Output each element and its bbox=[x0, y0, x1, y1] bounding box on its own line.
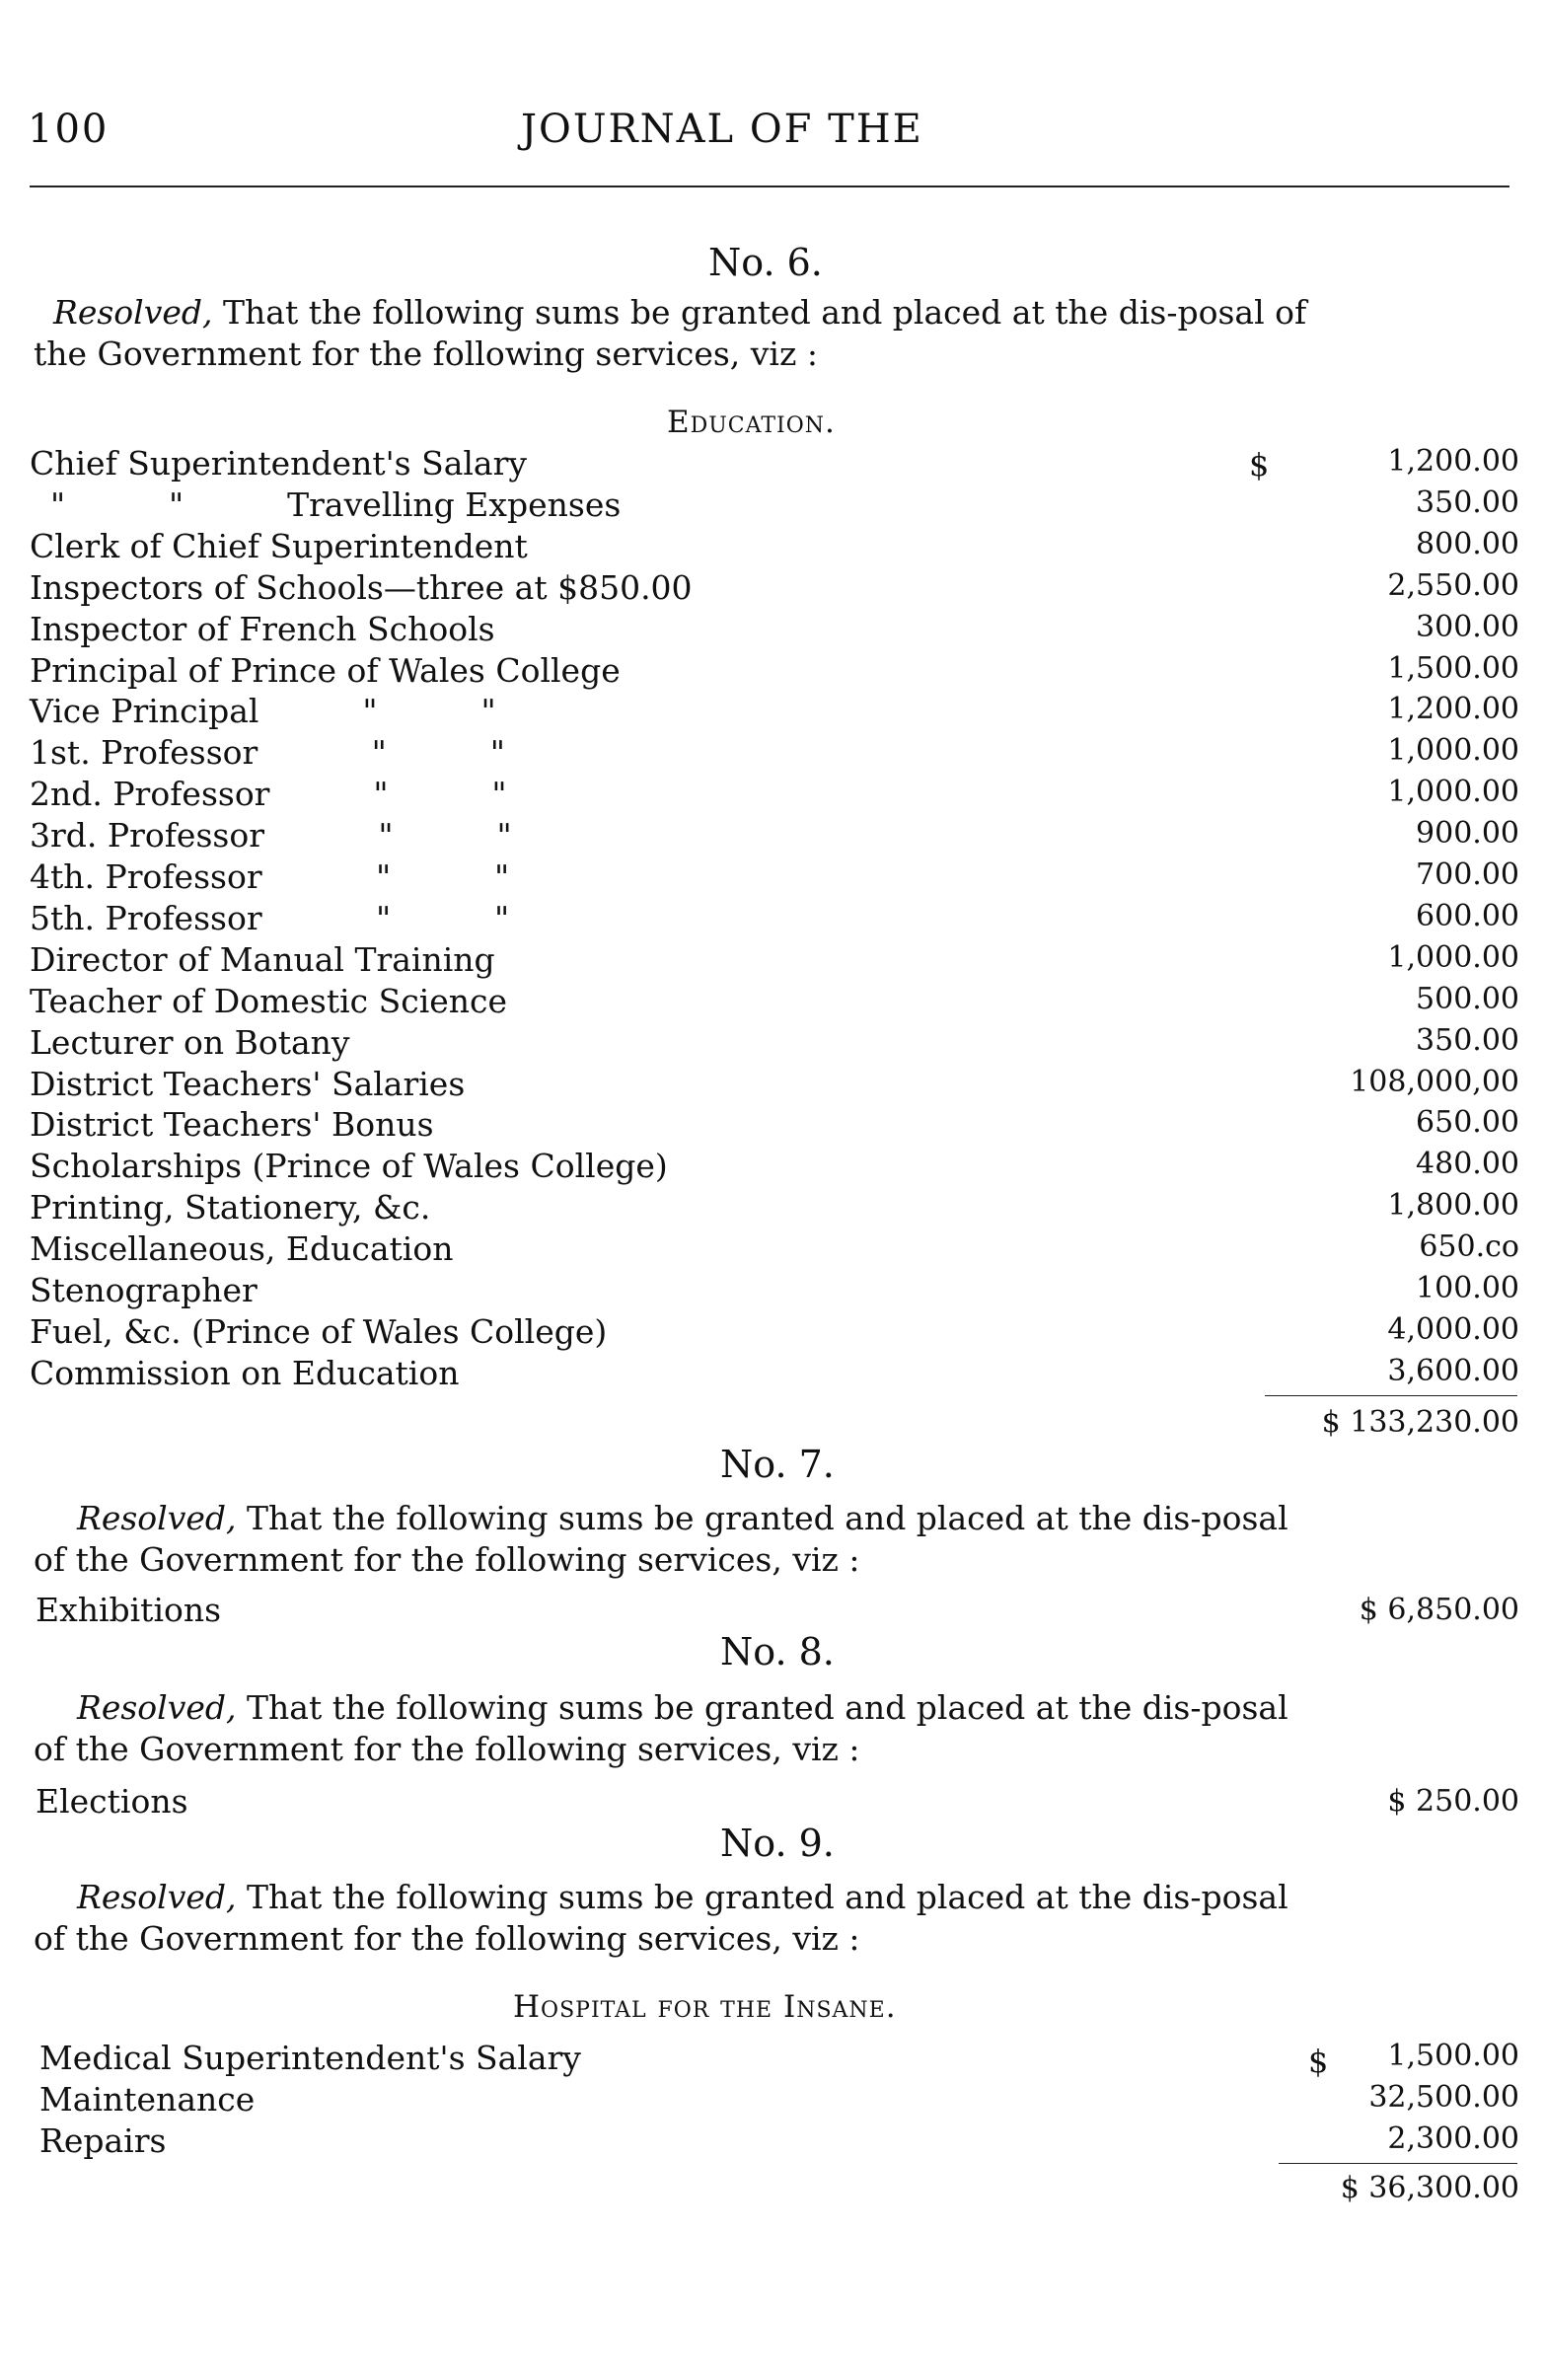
resolution-body: That the following sums be granted and placed at the dis-posal of the Government for the following services, viz : bbox=[34, 1688, 1288, 1768]
table-row bbox=[30, 444, 1519, 485]
total-no9: $ 36,300.00 bbox=[1340, 2171, 1519, 2205]
resolution-body: That the following sums be granted and placed at the dis-posal of the Government for the following services, viz : bbox=[34, 1878, 1288, 1958]
table-row bbox=[30, 568, 1519, 610]
amount-exhibitions: $ 6,850.00 bbox=[1359, 1593, 1519, 1627]
table-row bbox=[39, 2080, 1519, 2121]
item-amount: 108,000,00 bbox=[1350, 1064, 1519, 1099]
resolution-body: That the following sums be granted and placed at the dis-posal of the Government for the following services, viz : bbox=[34, 293, 1307, 373]
item-label: Inspectors of Schools—three at $850.00 bbox=[30, 567, 693, 607]
item-amount: 900.00 bbox=[1416, 816, 1519, 852]
table-row bbox=[30, 1065, 1519, 1106]
table-row bbox=[30, 775, 1519, 816]
table-row bbox=[30, 651, 1519, 693]
resolution-no7 bbox=[34, 1498, 1316, 1581]
item-label: 1st. Professor " " bbox=[30, 733, 505, 773]
table-row bbox=[39, 2121, 1519, 2163]
table-row bbox=[30, 733, 1519, 775]
item-label: 3rd. Professor " " bbox=[30, 816, 512, 855]
total-rule-no6 bbox=[1265, 1395, 1517, 1396]
item-amount: 100.00 bbox=[1416, 1271, 1519, 1305]
item-label: Clerk of Chief Superintendent bbox=[30, 526, 528, 565]
header-rule bbox=[30, 186, 1509, 187]
table-row bbox=[30, 1147, 1519, 1188]
item-label: Vice Principal " " bbox=[30, 692, 496, 731]
item-label: Lecturer on Botany bbox=[30, 1022, 350, 1062]
table-row bbox=[30, 1229, 1519, 1271]
section-heading-no8: No. 8. bbox=[720, 1630, 835, 1673]
item-label: Scholarships (Prince of Wales College) bbox=[30, 1147, 668, 1186]
table-row bbox=[30, 982, 1519, 1023]
item-amount: 650.00 bbox=[1416, 1105, 1519, 1141]
table-row bbox=[30, 899, 1519, 940]
item-label: Teacher of Domestic Science bbox=[30, 981, 508, 1020]
item-amount: 1,200.00 bbox=[1387, 444, 1519, 479]
item-amount: 1,000.00 bbox=[1387, 733, 1519, 769]
table-row bbox=[30, 1271, 1519, 1312]
resolved-label: Resolved, bbox=[77, 1688, 237, 1727]
item-label: Stenographer bbox=[30, 1271, 258, 1309]
item-amount: 2,550.00 bbox=[1387, 567, 1519, 603]
table-row bbox=[30, 816, 1519, 857]
currency-symbol-no9: $ bbox=[1308, 2043, 1329, 2080]
table-row bbox=[30, 527, 1519, 568]
resolution-no6 bbox=[34, 292, 1316, 375]
item-label: Inspector of French Schools bbox=[30, 609, 495, 648]
item-label: 4th. Professor " " bbox=[30, 857, 510, 896]
item-label: Fuel, &c. (Prince of Wales College) bbox=[30, 1311, 608, 1351]
total-no6: $ 133,230.00 bbox=[1321, 1405, 1519, 1440]
item-label: Medical Superintendent's Salary bbox=[39, 2039, 581, 2077]
item-amount: 1,200.00 bbox=[1387, 692, 1519, 727]
item-label: Maintenance bbox=[39, 2080, 256, 2119]
table-row bbox=[30, 692, 1519, 733]
item-label: District Teachers' Bonus bbox=[30, 1105, 434, 1145]
resolved-label: Resolved, bbox=[77, 1499, 237, 1537]
table-row bbox=[30, 1023, 1519, 1065]
item-amount: 2,300.00 bbox=[1387, 2121, 1519, 2156]
section-heading-no6: No. 6. bbox=[708, 241, 823, 284]
item-label: 2nd. Professor " " bbox=[30, 775, 507, 814]
item-amount: 3,600.00 bbox=[1387, 1353, 1519, 1388]
table-row bbox=[30, 610, 1519, 651]
category-education: Education. bbox=[667, 405, 836, 440]
item-amount: 1,500.00 bbox=[1387, 2039, 1519, 2073]
item-amount: 700.00 bbox=[1416, 857, 1519, 892]
page-number: 100 bbox=[28, 107, 110, 152]
item-amount: 32,500.00 bbox=[1368, 2080, 1519, 2115]
currency-symbol-no6: $ bbox=[1249, 446, 1270, 483]
resolution-no8 bbox=[34, 1687, 1316, 1770]
resolution-no9 bbox=[34, 1877, 1316, 1960]
item-label: 5th. Professor " " bbox=[30, 898, 510, 937]
item-amount: 1,000.00 bbox=[1387, 939, 1519, 975]
table-row bbox=[30, 1312, 1519, 1354]
item-amount: 480.00 bbox=[1416, 1147, 1519, 1182]
item-amount: 4,000.00 bbox=[1387, 1311, 1519, 1347]
amount-elections: $ 250.00 bbox=[1387, 1784, 1519, 1819]
resolved-label: Resolved, bbox=[53, 293, 213, 332]
item-amount: 1,500.00 bbox=[1387, 650, 1519, 686]
table-row bbox=[30, 1188, 1519, 1229]
item-label: Repairs bbox=[39, 2121, 167, 2160]
running-title: JOURNAL OF THE bbox=[521, 107, 923, 152]
item-amount: 800.00 bbox=[1416, 526, 1519, 561]
item-amount: 650.co bbox=[1419, 1229, 1519, 1265]
resolved-label: Resolved, bbox=[77, 1878, 237, 1916]
table-row bbox=[30, 1354, 1519, 1395]
table-row bbox=[30, 940, 1519, 982]
total-rule-no9 bbox=[1279, 2163, 1517, 2164]
table-row bbox=[30, 857, 1519, 899]
table-row bbox=[30, 485, 1519, 527]
item-label: Director of Manual Training bbox=[30, 939, 495, 979]
item-amount: 300.00 bbox=[1416, 609, 1519, 644]
item-label: District Teachers' Salaries bbox=[30, 1064, 466, 1103]
section-heading-no9: No. 9. bbox=[720, 1822, 835, 1865]
section-heading-no7: No. 7. bbox=[720, 1443, 835, 1486]
item-exhibitions: Exhibitions bbox=[36, 1591, 222, 1629]
item-amount: 1,000.00 bbox=[1387, 775, 1519, 810]
item-amount: 600.00 bbox=[1416, 898, 1519, 933]
item-elections: Elections bbox=[36, 1782, 188, 1821]
resolution-body: That the following sums be granted and placed at the dis-posal of the Government for the following services, viz : bbox=[34, 1499, 1288, 1579]
table-row bbox=[30, 1105, 1519, 1147]
item-label: Principal of Prince of Wales College bbox=[30, 650, 621, 690]
item-amount: 500.00 bbox=[1416, 981, 1519, 1016]
item-label: Miscellaneous, Education bbox=[30, 1229, 454, 1269]
item-amount: 1,800.00 bbox=[1387, 1188, 1519, 1224]
table-row bbox=[39, 2039, 1519, 2080]
item-label: Commission on Education bbox=[30, 1353, 460, 1392]
item-amount: 350.00 bbox=[1416, 484, 1519, 520]
item-amount: 350.00 bbox=[1416, 1022, 1519, 1058]
item-label: Chief Superintendent's Salary bbox=[30, 444, 528, 483]
item-label: " " Travelling Expenses bbox=[30, 484, 622, 524]
item-label: Printing, Stationery, &c. bbox=[30, 1188, 431, 1227]
category-hospital: Hospital for the Insane. bbox=[513, 1989, 897, 2025]
